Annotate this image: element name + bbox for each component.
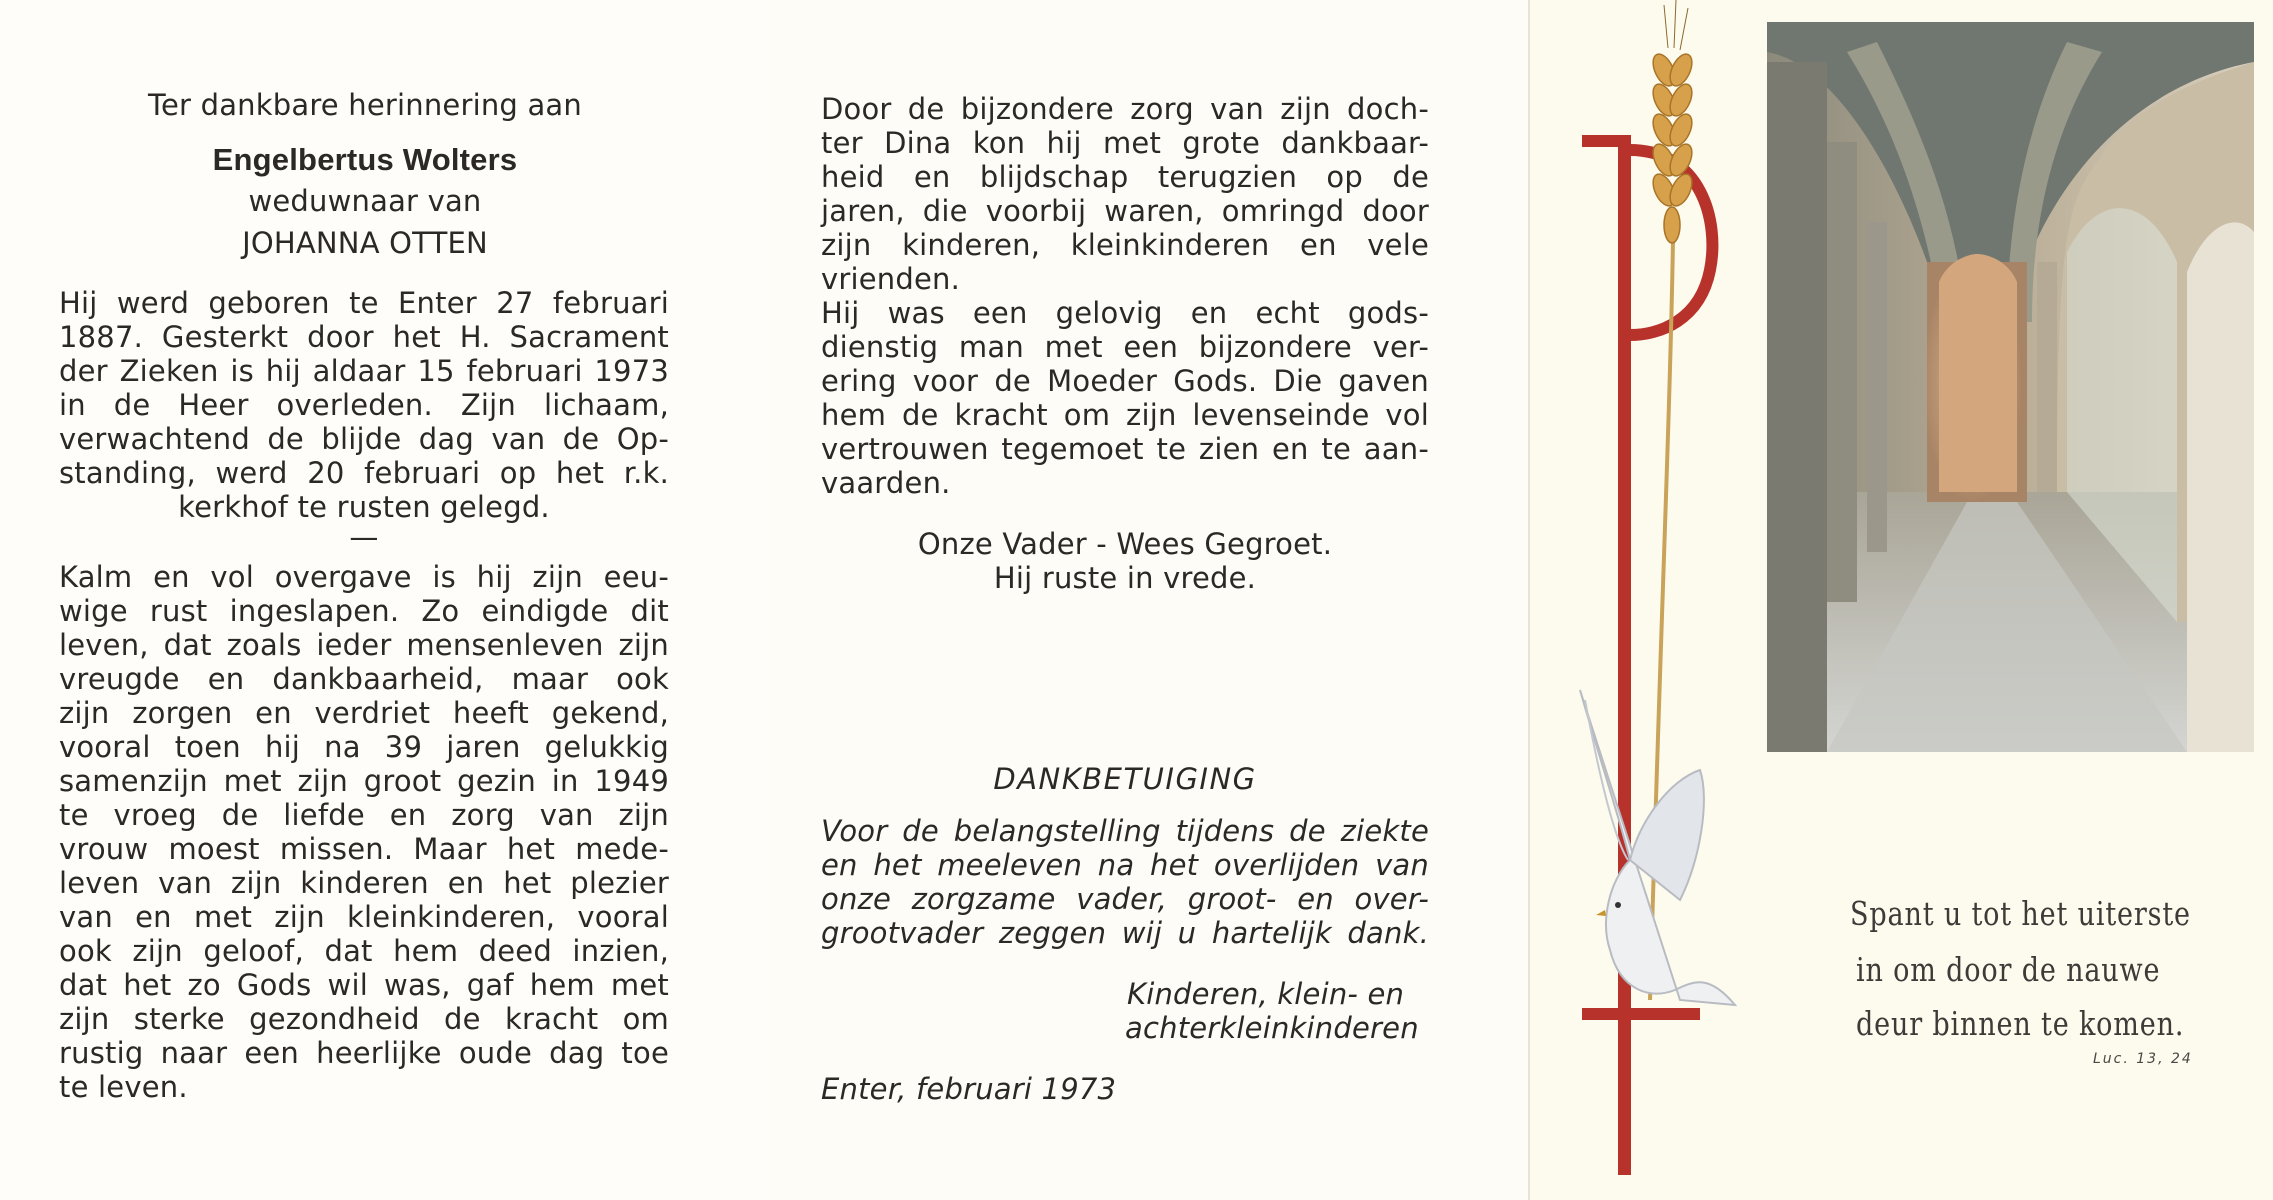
card-fold	[1528, 0, 1530, 1200]
signature-line: Kinderen, klein- en	[1127, 977, 1405, 1011]
rest-in-peace-line: Hij ruste in vrede.	[993, 561, 1257, 595]
section-divider: —	[349, 520, 379, 554]
paragraph-line: hem de kracht om zijn levenseinde vol	[821, 398, 1429, 432]
paragraph-line: grootvader zeggen wij u hartelijk dank.	[821, 916, 1429, 950]
deceased-name: Engelbertus Wolters	[212, 142, 518, 177]
paragraph-line: in de Heer overleden. Zijn lichaam,	[59, 388, 669, 422]
paragraph-line: ter Dina kon hij met grote dankbaar-	[821, 126, 1429, 160]
signature-line: achterkleinkinderen	[1125, 1011, 1419, 1045]
paragraph-line: der Zieken is hij aldaar 15 februari 1973	[59, 354, 669, 388]
place-date: Enter, februari 1973	[821, 1072, 1117, 1106]
paragraph-line: dienstig man met een bijzondere ver-	[821, 330, 1429, 364]
wheat-cross-dove-illustration	[1560, 0, 1790, 1200]
paragraph-line: standing, werd 20 februari op het r.k.	[59, 456, 669, 490]
paragraph-line: samenzijn met zijn groot gezin in 1949	[59, 764, 669, 798]
paragraph-line: rustig naar een heerlijke oude dag toe	[59, 1036, 669, 1070]
paragraph-line: vooral toen hij na 39 jaren gelukkig	[59, 730, 669, 764]
paragraph-line: heid en blijdschap terugzien op de	[821, 160, 1429, 194]
paragraph-line: vreugde en dankbaarheid, maar ook	[59, 662, 669, 696]
verse-line: in om door de nauwe	[1856, 950, 2161, 989]
spouse-name: JOHANNA OTTEN	[242, 226, 488, 260]
paragraph-line: verwachtend de blijde dag van de Op-	[59, 422, 669, 456]
paragraph-line: en het meeleven na het overlijden van	[821, 848, 1429, 882]
paragraph-line: Kalm en vol overgave is hij zijn eeu-	[59, 560, 669, 594]
verse-line: deur binnen te komen.	[1856, 1004, 2185, 1043]
paragraph-line: ook zijn geloof, dat hem deed inzien,	[59, 934, 669, 968]
paragraph-line: vrienden.	[821, 262, 961, 296]
paragraph-line: Hij werd geboren te Enter 27 februari	[59, 286, 669, 320]
verse-reference: Luc. 13, 24	[2093, 1051, 2193, 1067]
paragraph-line: Voor de belangstelling tijdens de ziekte	[821, 814, 1429, 848]
paragraph-line: van en met zijn kleinkinderen, vooral	[59, 900, 669, 934]
paragraph-line: jaren, die voorbij waren, omringd door	[821, 194, 1429, 228]
thanks-title: DANKBETUIGING	[993, 762, 1257, 796]
paragraph-line: Door de bijzondere zorg van zijn doch-	[821, 92, 1429, 126]
paragraph-line: leven van zijn kinderen en het plezier	[59, 866, 669, 900]
paragraph-line: 1887. Gesterkt door het H. Sacrament	[59, 320, 669, 354]
paragraph-line: kerkhof te rusten gelegd.	[178, 490, 550, 524]
paragraph-line: zijn zorgen en verdriet heeft gekend,	[59, 696, 669, 730]
cross-bar-top	[1582, 135, 1630, 147]
paragraph-line: vrouw moest missen. Maar het mede-	[59, 832, 669, 866]
paragraph-line: onze zorgzame vader, groot- en over-	[821, 882, 1429, 916]
paragraph-line: te leven.	[59, 1070, 188, 1104]
paragraph-line: wige rust ingeslapen. Zo eindigde dit	[59, 594, 669, 628]
paragraph-line: dat het zo Gods wil was, gaf hem met	[59, 968, 669, 1002]
paragraph-line: zijn sterke gezondheid de kracht om	[59, 1002, 669, 1036]
paragraph-line: zijn kinderen, kleinkinderen en vele	[821, 228, 1429, 262]
verse-line: Spant u tot het uiterste	[1850, 894, 2191, 933]
intro-text: Ter dankbare herinnering aan	[148, 88, 582, 122]
paragraph-line: vertrouwen tegemoet te zien en te aan-	[821, 432, 1429, 466]
cross-bar-bottom	[1582, 1008, 1700, 1020]
cloister-photo	[1767, 22, 2254, 752]
paragraph-line: te vroeg de liefde en zorg van zijn	[59, 798, 669, 832]
wheat-awns	[1664, 0, 1688, 50]
paragraph-line: ering voor de Moeder Gods. Die gaven	[821, 364, 1429, 398]
relation-text: weduwnaar van	[248, 184, 482, 218]
paragraph-line: vaarden.	[821, 466, 951, 500]
paragraph-line: leven, dat zoals ieder mensenleven zijn	[59, 628, 669, 662]
prayer-line: Onze Vader - Wees Gegroet.	[917, 527, 1333, 561]
cloister-arches-image	[1767, 22, 2254, 752]
paragraph-line: Hij was een gelovig en echt gods-	[821, 296, 1429, 330]
wheat-ear	[1649, 51, 1697, 243]
